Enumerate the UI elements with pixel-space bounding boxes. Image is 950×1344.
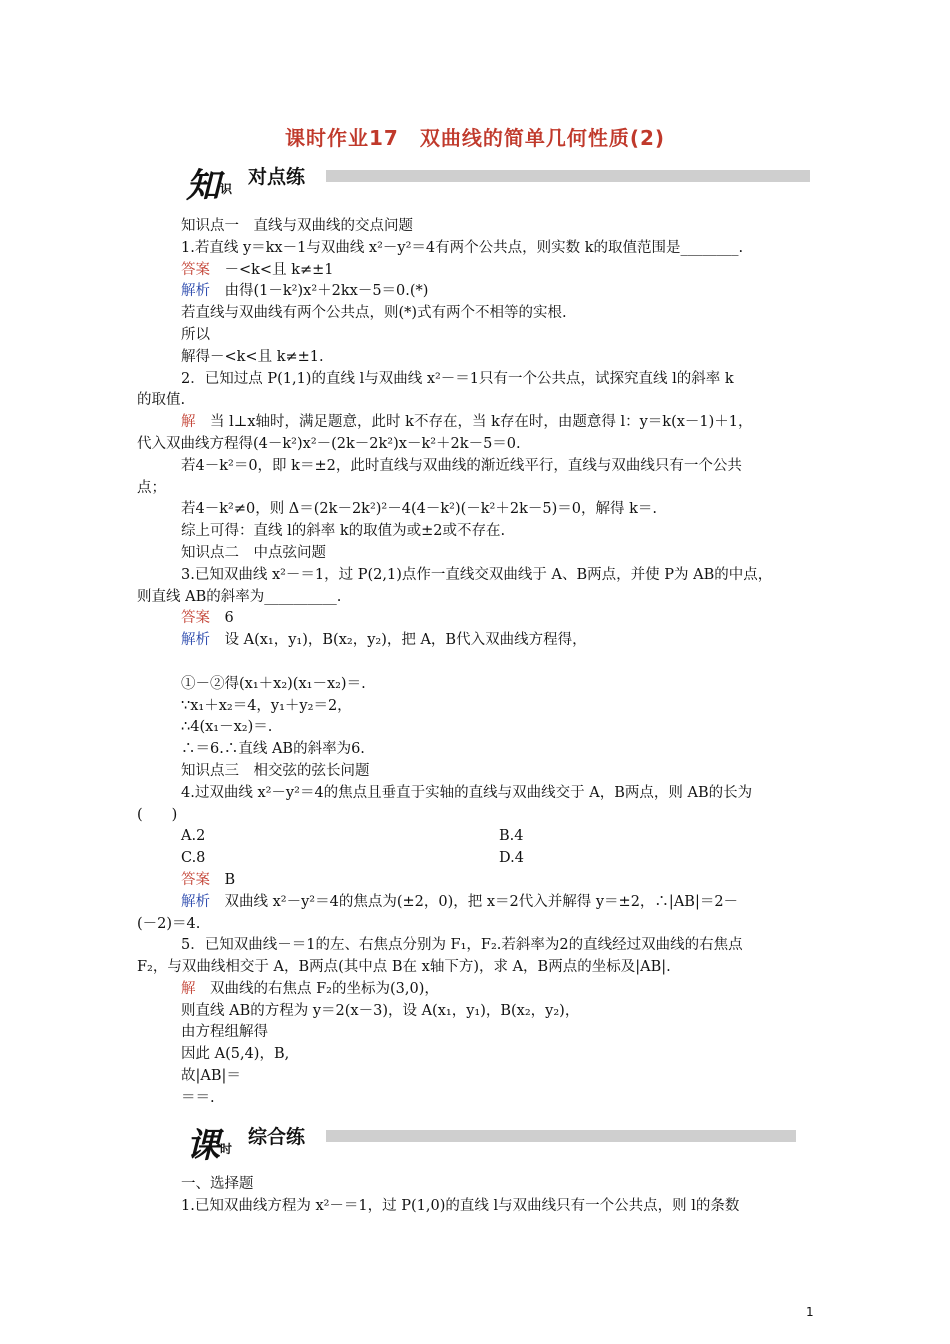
answer-text: 6 xyxy=(210,610,234,627)
answer-line xyxy=(137,260,817,282)
options-row xyxy=(137,826,817,848)
question-text: 2．已知过点 P(1,1)的直线 l与双曲线 x²－＝1只有一个公共点，试探究直线 l的斜率 k xyxy=(181,370,734,387)
analysis-text: 设 A(x₁，y₁)，B(x₂，y₂)，把 A，B代入双曲线方程得， xyxy=(210,632,587,649)
banner-bar xyxy=(326,170,810,182)
text-line: ＝＝. xyxy=(181,1089,215,1106)
question-text: 的取值. xyxy=(137,392,186,409)
page-title: 课时作业17 双曲线的简单几何性质(2) xyxy=(284,126,666,150)
text-line: 若4－k²＝0，即 k＝±2，此时直线与双曲线的渐近线平行，直线与双曲线只有一个公共 xyxy=(181,457,742,474)
banner-label: 对点练 xyxy=(248,166,306,188)
text-line: 所以 xyxy=(181,326,210,343)
question-text: 1.已知双曲线方程为 x²－＝1，过 P(1,0)的直线 l与双曲线只有一个公共点，则 l的条数 xyxy=(181,1197,740,1214)
section-banner-comprehensive xyxy=(178,1120,818,1166)
text-line: (－2)＝4. xyxy=(137,915,201,932)
solution-label: 解 xyxy=(181,414,196,431)
analysis-label: 解析 xyxy=(181,893,210,910)
answer-text: －<k<且 k≠±1 xyxy=(210,261,334,278)
section-heading: 知识点三 相交弦的弦长问题 xyxy=(181,762,370,779)
options-row xyxy=(137,848,817,870)
text-line: ∴＝6.∴直线 AB的斜率为6. xyxy=(181,741,365,758)
blank-line xyxy=(137,652,817,674)
analysis-text: 双曲线 x²－y²＝4的焦点为(±2，0)，把 x＝2代入并解得 y＝±2，∴|AB|＝2－ xyxy=(210,893,739,910)
banner-bar xyxy=(326,1130,796,1142)
option-a: A.2 xyxy=(181,828,206,845)
text-line: 点； xyxy=(137,479,166,496)
text-line: 若直线与双曲线有两个公共点，则(*)式有两个不相等的实根. xyxy=(181,305,567,322)
question-text: 3.已知双曲线 x²－＝1，过 P(2,1)点作一直线交双曲线于 A、B两点，并使 P为 AB的中点， xyxy=(181,566,773,583)
analysis-line xyxy=(137,892,817,914)
question-text: ( ) xyxy=(137,806,178,823)
text-line: 综上可得：直线 l的斜率 k的取值为或±2或不存在. xyxy=(181,523,506,540)
text-line: 则直线 AB的方程为 y＝2(x－3)，设 A(x₁，y₁)，B(x₂，y₂)， xyxy=(181,1002,580,1019)
analysis-label: 解析 xyxy=(181,632,210,649)
option-c: C.8 xyxy=(181,850,206,867)
answer-text: B xyxy=(210,871,236,888)
section-heading: 知识点一 直线与双曲线的交点问题 xyxy=(181,218,413,234)
option-d: D.4 xyxy=(499,850,524,867)
banner-small-char: 时 xyxy=(220,1142,233,1156)
text-line: 由方程组解得 xyxy=(181,1024,268,1041)
section-heading: 一、选择题 xyxy=(181,1176,254,1192)
text-line: 故|AB|＝ xyxy=(181,1068,241,1085)
solution-text: 双曲线的右焦点 F₂的坐标为(3,0)， xyxy=(195,980,439,997)
analysis-line xyxy=(137,281,817,303)
answer-line xyxy=(137,870,817,892)
question-text: 则直线 AB的斜率为__________. xyxy=(137,588,342,605)
answer-label: 答案 xyxy=(181,261,210,278)
text-line: ∵x₁＋x₂＝4，y₁＋y₂＝2， xyxy=(181,697,352,714)
analysis-text: 由得(1－k²)x²＋2kx－5＝0.(*) xyxy=(210,283,429,300)
text-line: ①－②得(x₁＋x₂)(x₁－x₂)＝. xyxy=(181,675,366,692)
question-text: 4.过双曲线 x²－y²＝4的焦点且垂直于实轴的直线与双曲线交于 A，B两点，则 AB的长为 xyxy=(181,784,753,801)
answer-label: 答案 xyxy=(181,871,210,888)
solution-label: 解 xyxy=(181,980,196,997)
solution-line xyxy=(137,412,817,434)
analysis-label: 解析 xyxy=(181,283,210,300)
answer-label: 答案 xyxy=(181,610,210,627)
option-b: B.4 xyxy=(499,828,524,845)
section-heading: 知识点二 中点弦问题 xyxy=(181,544,326,561)
document-body xyxy=(137,216,817,1110)
text-line: ∴4(x₁－x₂)＝. xyxy=(181,719,273,736)
section-banner-knowledge xyxy=(178,160,818,206)
solution-line xyxy=(137,979,817,1001)
solution-text: 当 l⊥x轴时，满足题意，此时 k不存在，当 k存在时，由题意得 l：y＝k(x－1)＋1， xyxy=(195,414,753,431)
document-body-continued xyxy=(137,1174,817,1218)
banner-big-char: 知 xyxy=(186,166,220,206)
banner-small-char: 识 xyxy=(220,182,233,196)
text-line: 解得－<k<且 k≠±1. xyxy=(181,348,324,365)
banner-big-char: 课 xyxy=(186,1126,220,1166)
question-text: 1.若直线 y＝kx－1与双曲线 x²－y²＝4有两个公共点，则实数 k的取值范围是________. xyxy=(181,239,744,256)
text-line: 代入双曲线方程得(4－k²)x²－(2k－2k²)x－k²＋2k－5＝0. xyxy=(137,435,521,452)
banner-label: 综合练 xyxy=(248,1126,306,1148)
text-line: 因此 A(5,4)，B, xyxy=(181,1046,290,1063)
page-number: 1 xyxy=(806,1305,814,1319)
answer-line xyxy=(137,608,817,630)
question-text: 5．已知双曲线－＝1的左、右焦点分别为 F₁，F₂.若斜率为2的直线经过双曲线的右焦点 xyxy=(181,937,743,954)
analysis-line xyxy=(137,630,817,652)
question-text: F₂，与双曲线相交于 A，B两点(其中点 B在 x轴下方)，求 A，B两点的坐标及|AB|. xyxy=(137,959,671,976)
text-line: 若4－k²≠0，则 Δ＝(2k－2k²)²－4(4－k²)(－k²＋2k－5)＝0，解得 k＝. xyxy=(181,501,657,518)
